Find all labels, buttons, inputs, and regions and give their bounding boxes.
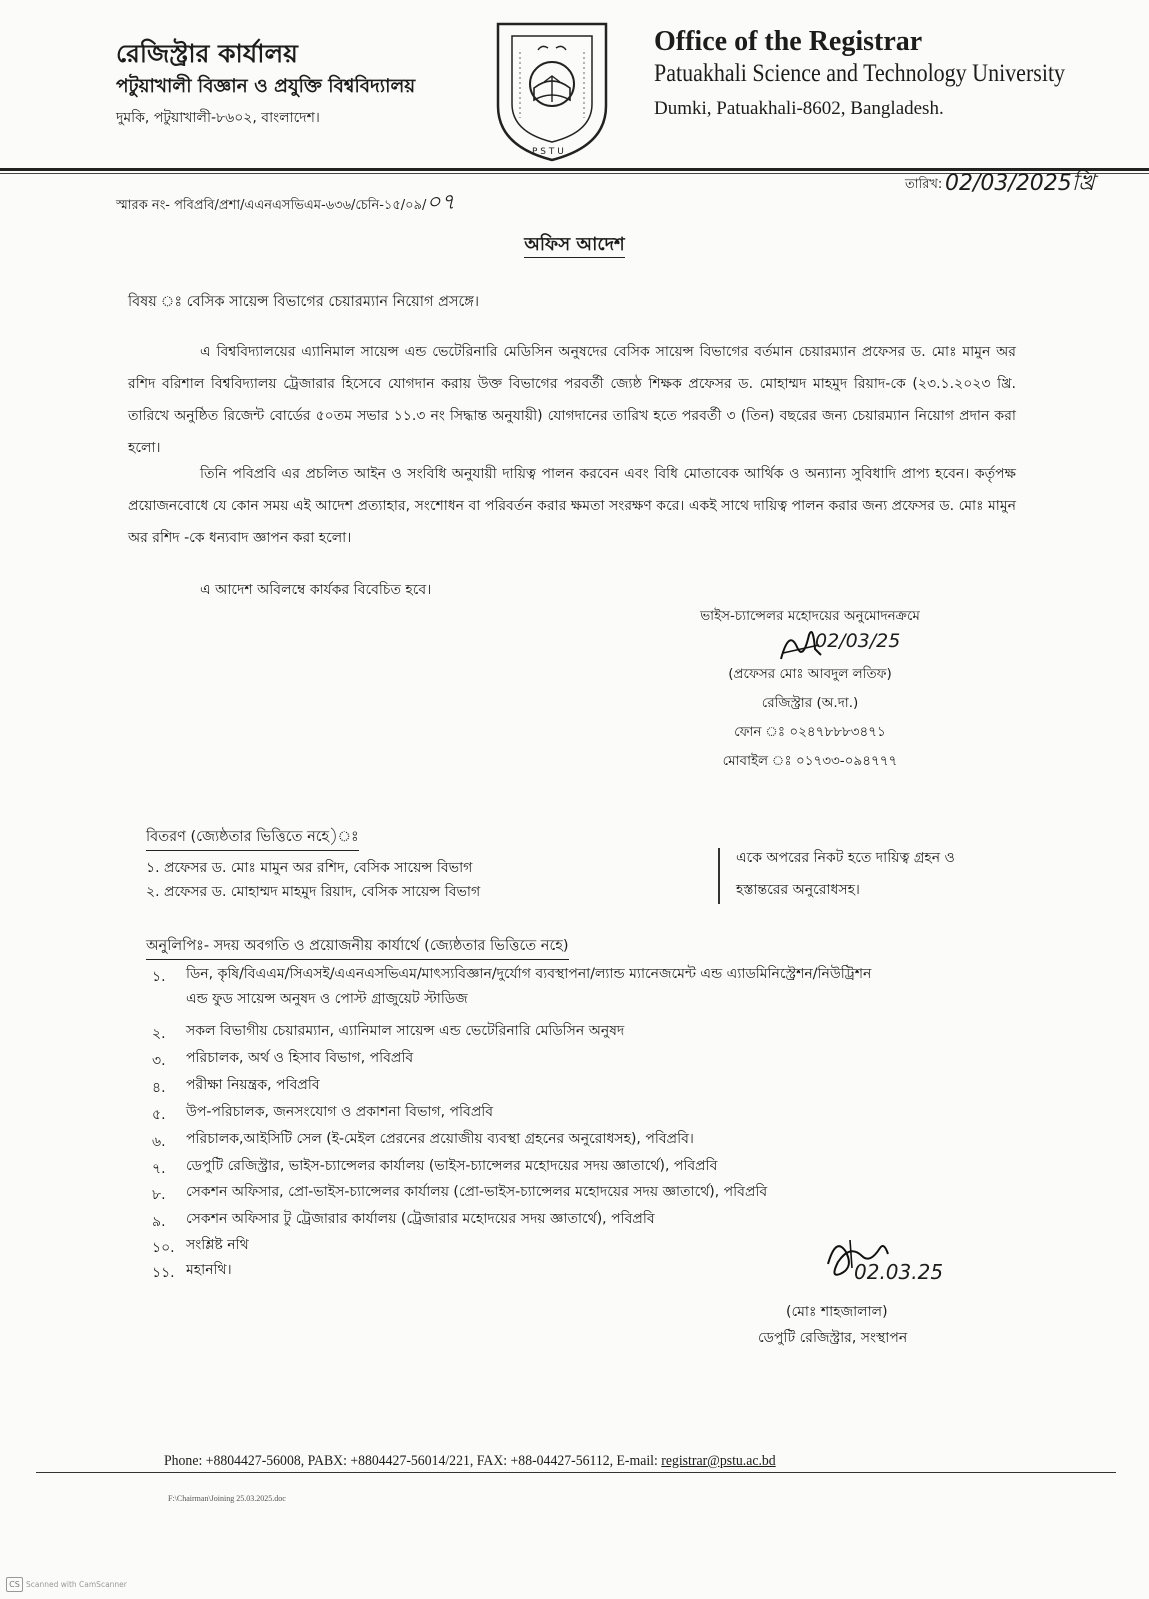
university-name-english: Patuakhali Science and Technology University	[654, 60, 1066, 87]
footer-email-link[interactable]: registrar@pstu.ac.bd	[661, 1453, 776, 1469]
registrar-mobile: মোবাইল ঃ ০১৭৩৩-০৯৪৭৭৭	[722, 753, 898, 769]
university-name-bangla: পটুয়াখালী বিজ্ঞান ও প্রযুক্তি বিশ্ববিদ্যালয়	[116, 76, 416, 97]
copy-item-number: ৯.	[152, 1214, 166, 1230]
distribution-divider	[718, 848, 720, 904]
deputy-registrar-signature-date: 02.03.25	[854, 1260, 944, 1284]
footer-contact	[164, 1453, 776, 1470]
footer-contact-text: Phone: +8804427-56008, PABX: +8804427-56014/221, FAX: +88-04427-56112, E-mail:	[164, 1453, 662, 1469]
copy-item-text: পরিচালক,আইসিটি সেল (ই-মেইল প্রেরনের প্রয়োজীয় ব্যবস্থা গ্রহনের অনুরোধসহ), পবিপ্রবি।	[186, 1131, 694, 1147]
copy-item-number: ২.	[152, 1026, 166, 1042]
copy-item-number: ১১.	[152, 1265, 175, 1281]
memo-number	[116, 185, 455, 222]
copies-heading: অনুলিপিঃ- সদয় অবগতি ও প্রয়োজনীয় কার্যার্থে (জ্যেষ্ঠতার ভিত্তিতে নহে)	[146, 935, 569, 960]
copy-item-number: ৮.	[152, 1187, 166, 1203]
copy-item-text: সকল বিভাগীয় চেয়ারম্যান, এ্যানিমাল সায়েন্স এন্ড ভেটেরিনারি মেডিসিন অনুষদ	[186, 1023, 625, 1039]
approval-line: ভাইস-চ্যান্সেলর মহোদয়ের অনুমোদনক্রমে	[700, 608, 920, 624]
copy-item-text: পরিচালক, অর্থ ও হিসাব বিভাগ, পবিপ্রবি	[186, 1050, 414, 1066]
document-title-text: অফিস আদেশ	[524, 234, 624, 258]
body-paragraph-3: এ আদেশ অবিলম্বে কার্যকর বিবেচিত হবে।	[200, 582, 432, 598]
copy-item-number: ৬.	[152, 1134, 166, 1150]
registrar-signature-date: 02/03/25	[815, 630, 901, 652]
date-handwritten: 02/03/2025খ্রি	[945, 171, 1095, 196]
copy-item-text: সেকশন অফিসার, প্রো-ভাইস-চ্যান্সেলর কার্যালয় (প্রো-ভাইস-চ্যান্সেলর মহোদয়ের সদয় জ্ঞাতার্থে), পবিপ্রবি	[186, 1184, 768, 1200]
distribution-note-line-1: একে অপরের নিকট হতে দায়িত্ব গ্রহন ও	[736, 850, 955, 866]
date-label: তারিখ:	[905, 177, 943, 192]
distribution-item: ১. প্রফেসর ড. মোঃ মামুন অর রশিদ, বেসিক সায়েন্স বিভাগ	[146, 860, 473, 876]
copy-item-number: ১০.	[152, 1240, 175, 1256]
deputy-registrar-name: (মোঃ শাহজালাল)	[786, 1304, 888, 1320]
logo-letter: P S T U	[532, 147, 564, 157]
memo-number-handwritten: ০৭	[426, 190, 456, 215]
deputy-registrar-designation: ডেপুটি রেজিস্ট্রার, সংস্থাপন	[758, 1330, 908, 1346]
copy-item-text-continued: এন্ড ফুড সায়েন্স অনুষদ ও পোস্ট গ্রাজুয়েট স্টাডিজ	[186, 991, 468, 1007]
university-logo	[490, 18, 614, 164]
footer-rule	[36, 1472, 1116, 1473]
camscanner-icon: CS	[6, 1577, 23, 1592]
address-bangla: দুমকি, পটুয়াখালী-৮৬০২, বাংলাদেশ।	[116, 110, 320, 126]
copy-item-text: মহানথি।	[186, 1262, 232, 1278]
body-paragraph-2: তিনি পবিপ্রবি এর প্রচলিত আইন ও সংবিধি অনুযায়ী দায়িত্ব পালন করবেন এবং বিধি মোতাবেক আর্থিক ও অন্যান্য সুবিধাদি প্রাপ্য হবেন। কর্তৃপক্ষ প্রয়োজনবোধে যে কোন সময় এই আদেশ প্রত্যাহার, সংশোধন বা পরিবর্তন করার ক্ষমতা সংরক্ষণ করে। একই সাথে দায়িত্ব পালন করার জন্য প্রফেসর ড. মোঃ মামুন অর রশিদ -কে ধন্যবাদ জ্ঞাপন করা হলো।	[128, 466, 1016, 546]
copy-item-text: ডিন, কৃষি/বিএএম/সিএসই/এএনএসভিএম/মাৎস্যবিজ্ঞান/দুর্যোগ ব্যবস্থাপনা/ল্যান্ড ম্যানেজমেন্ট এন্ড এ্যাডমিনিস্ট্রেশন/নিউট্রিশন	[186, 966, 872, 982]
memo-prefix: স্মারক নং- পবিপ্রবি/প্রশা/এএনএসভিএম-৬৩৬/চেনি-১৫/০৯/	[116, 198, 427, 213]
copy-item-number: ৩.	[152, 1053, 166, 1069]
body-paragraph-1: এ বিশ্ববিদ্যালয়ের এ্যানিমাল সায়েন্স এন্ড ভেটেরিনারি মেডিসিন অনুষদের বেসিক সায়েন্স বিভাগের বর্তমান চেয়ারম্যান প্রফেসর ড. মোঃ মামুন অর রশিদ বরিশাল বিশ্ববিদ্যালয় ট্রেজারার হিসেবে যোগদান করায় উক্ত বিভাগের পরবর্তী জ্যেষ্ঠ শিক্ষক প্রফেসর ড. মোহাম্মদ মাহমুদ রিয়াদ-কে (২৩.১.২০২৩ খ্রি. তারিখে অনুষ্ঠিত রিজেন্ট বোর্ডের ৫০তম সভার ১১.৩ নং সিদ্ধান্ত অনুযায়ী) যোগদানের তারিখ হতে পরবর্তী ৩ (তিন) বছরের জন্য চেয়ারম্যান নিয়োগ প্রদান করা হলো।	[128, 344, 1016, 456]
distribution-note-line-2: হস্তান্তরের অনুরোধসহ।	[736, 882, 860, 898]
copy-item-text: উপ-পরিচালক, জনসংযোগ ও প্রকাশনা বিভাগ, পবিপ্রবি	[186, 1104, 494, 1120]
document-title	[0, 230, 1149, 261]
address-english: Dumki, Patuakhali-8602, Bangladesh.	[654, 98, 944, 119]
copy-item-number: ১.	[152, 969, 166, 985]
distribution-item: ২. প্রফেসর ড. মোহাম্মদ মাহমুদ রিয়াদ, বেসিক সায়েন্স বিভাগ	[146, 884, 481, 900]
copy-item-text: সেকশন অফিসার টু ট্রেজারার কার্যালয় (ট্রেজারার মহোদয়ের সদয় জ্ঞাতার্থে), পবিপ্রবি	[186, 1211, 655, 1227]
camscanner-watermark: Scanned with CamScanner	[26, 1580, 127, 1589]
copy-item-number: ৫.	[152, 1107, 166, 1123]
footer-file-path: F:\Chairman\Joining 25.03.2025.doc	[168, 1494, 286, 1503]
distribution-heading: বিতরণ (জ্যেষ্ঠতার ভিত্তিতে নহে)ঃ	[146, 826, 359, 851]
office-name-bangla: রেজিস্ট্রার কার্যালয়	[116, 39, 298, 68]
registrar-designation: রেজিস্ট্রার (অ.দা.)	[761, 695, 859, 711]
copy-item-text: পরীক্ষা নিয়ন্ত্রক, পবিপ্রবি	[186, 1077, 320, 1093]
office-name-english: Office of the Registrar	[654, 26, 923, 57]
copy-item-text: সংশ্লিষ্ট নথি	[186, 1237, 249, 1253]
registrar-phone: ফোন ঃ ০২৪৭৮৮৮৩৪৭১	[734, 724, 886, 740]
registrar-name: (প্রফেসর মোঃ আবদুল লতিফ)	[728, 666, 892, 682]
copy-item-number: ৭.	[152, 1161, 166, 1177]
subject-line: বিষয় ঃ বেসিক সায়েন্স বিভাগের চেয়ারম্যান নিয়োগ প্রসঙ্গে।	[128, 294, 480, 310]
copy-item-text: ডেপুটি রেজিস্ট্রার, ভাইস-চ্যান্সেলর কার্যালয় (ভাইস-চ্যান্সেলর মহোদয়ের সদয় জ্ঞাতার্থে), পবিপ্রবি	[186, 1158, 718, 1174]
copy-item-number: ৪.	[152, 1080, 166, 1096]
